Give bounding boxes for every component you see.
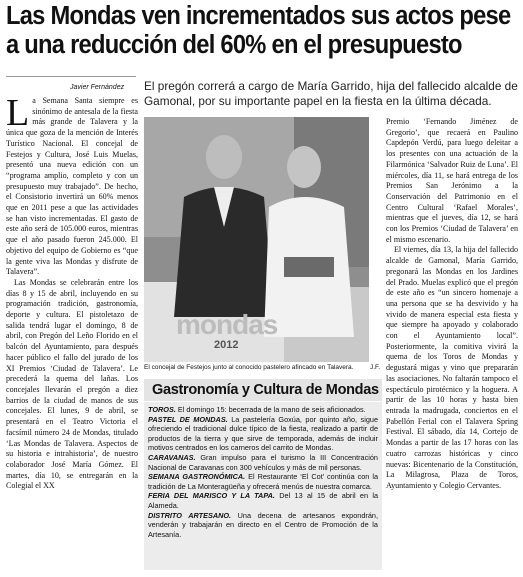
photo-banner-year: 2012 xyxy=(214,339,239,351)
right-column xyxy=(386,117,518,572)
left-column xyxy=(6,96,138,572)
box-item-semana: SEMANA GASTRONÓMICA. El Restaurante ‘El Cot’ continúa con la tradición de La Monteragüeña y ofrecerá menús de nuestra comarca. xyxy=(148,472,378,491)
dropcap: L xyxy=(6,96,30,134)
box-item-feria: FERIA DEL MARISCO Y LA TAPA. Del 13 al 15 de abril en la Alameda. xyxy=(148,491,379,510)
headline xyxy=(6,2,511,60)
info-box xyxy=(144,402,382,570)
photo-banner-text: mondas xyxy=(176,309,278,340)
right-paragraph-1: Premio ‘Fernando Jiménez de Gregorio’, que recaerá en Paulino Capdepón Verdú, para luego deleitar a los presentes con una actuación de la Filarmónica ‘Salvador Ruiz de Luna’. El miércoles, día 11, se hará entrega de los Premios San Jerónimo a la Conservación del Patrimonio en el Centro Cultural ‘Rafael Morales’, mientras que el jueves, día 12, se hará con los Premios ‘Ciudad de Talavera’ en el mismo escenario. xyxy=(386,117,518,244)
box-item-distrito: DISTRITO ARTESANO. Una decena de artesanos expondrán, venderán y trabajarán en directo en el Centro de Promoción de la Artesanía. xyxy=(148,510,378,539)
box-item-toros: TOROS. El domingo 15: becerrada de la mano de seis aficionados. xyxy=(148,405,366,414)
box-item-pastel: PASTEL DE MONDAS. La pastelería Goxúa, por quinto año, sigue ofreciendo el tradicional dulce típico de la fiesta, realizado a partir de productos de la tierra y que sirve de temporada, además de incluir motivos centrados en los carneros del carrito de Mondas. xyxy=(148,414,379,453)
box-item-caravanas: CARAVANAS. Gran impulso para el turismo la III Concentración Nacional de Caravanas con 300 vehículos y más de mil personas. xyxy=(148,452,378,472)
author-rule xyxy=(6,76,136,77)
right-paragraph-2: El viernes, día 13, la hija del fallecido alcalde de Gamonal, María Garrido, pregonará las Mondas en los Jardines del Prado. Muelas explicó que el pregón de este año es “un sincero homenaje a una persona que se ha desvivido y ha vivido de manera especial esta fiesta y que siempre ha apoyado y colaborado con el Ayuntamiento local”. Posteriormente, la comitiva vivirá la quema de los Toros de Mondas y degustará migas y vino que prepararán las asociaciones. No faltarán tampoco el espectáculo pirotécnico y la hoguera. A partir de las 10 horas y hasta bien entrada la madrugada, conciertos en el Pabellón Ferial con el Talavera Spring Festival. El sábado, día 14, Cortejo de Mondas a partir de las 17 horas con las cuatro carrozas históricas y cinco nuevas: Bicentenario de la Constitución, La Milagrosa, Plaza de Toros, Ayuntamiento y Colegio Cervantes. xyxy=(386,245,518,490)
author-byline: Javier Fernández xyxy=(70,84,125,91)
photo-caption: El concejal de Festejos junto al conocido pastelero afincado en Talavera. xyxy=(144,364,354,371)
subheadline: El pregón correrá a cargo de María Garrido, hija del fallecido alcalde de Gamonal, por su importante papel en la fiesta en la última década. xyxy=(144,79,518,108)
left-paragraph-2: Las Mondas se celebrarán entre los días 8 y 15 de abril, incluyendo en su programación tradición, gastronomía, deporte y cultura. El pistoletazo de salida tendrá lugar el domingo, 8 de abril, con Pregón del Leño Florido en el balcón del Ayuntamiento, para después hacer público el fallo del jurado de los XI Premios ‘Ciudad de Talavera’. Le precederá la quema del lañas. Los concejales llevarán el pregón a diez barrios de la ciudad de manos de sus concejales. El lunes, 9 de abril, se presentará en el Teatro Victoria el facsímil número 24 de Mondas, titulado ‘Las Mondas de Talavera. Aspectos de su historia e intrahistoria’, de nuestro colaborador José María Gómez. El martes, día 10, se entregarán en la Colegial el XX xyxy=(6,277,138,491)
box-title: Gastronomía y Cultura de Mondas xyxy=(144,379,382,401)
headline-line-2: a una reducción del 60% en el presupuesto xyxy=(6,31,462,59)
headline-line-1: Las Mondas ven incrementados sus actos pese xyxy=(6,2,511,30)
photo-credit: J.F. xyxy=(370,364,381,371)
left-paragraph-1: a Semana Santa siempre es sinónimo de antesala de la fiesta más grande de Talavera y la única que goza de la mención de Interés Turístico Nacional. El concejal de Festejos y Cultura, José Luis Muelas, presentó una nueva edición con un “programa amplio, completo y con un presupuesto muy trabajado”. De hecho, el Consistorio invertirá un 60% menos que en 2011 pese a que las actividades se han visto incrementadas. El gasto de este año será de 105.000 euros, mientras que el año pasado fueron 245.000. El objetivo del equipo de Gobierno es “que la gente viva las Mondas y disfrute de Talavera”. xyxy=(6,96,138,277)
article-photo xyxy=(144,117,369,362)
